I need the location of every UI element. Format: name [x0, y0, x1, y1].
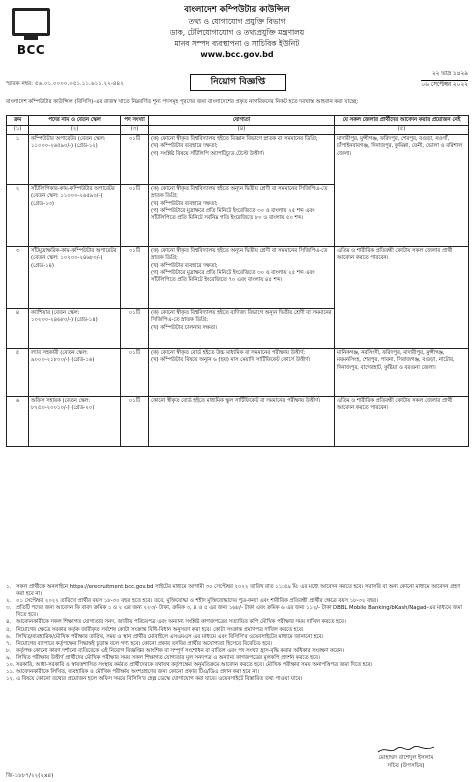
row-post: কম্পিউটার অপারেটর (বেতন স্কেল: ১১০০০-২৬৫৯০/-) (গ্রেড-১২) — [29, 135, 121, 185]
list-item: ১০. সরকারি, আধা-সরকারি ও স্বায়ত্তশাসিত সংস্থায় কর্মরত প্রার্থীদেরকে যথাযথ কর্তৃপক্ষের অনুমতিক্রমে আবেদন করতে হবে। মৌখিক পরীক্ষার সময় অনাপত্তিপত্র জমা দিতে হবে। — [6, 662, 373, 669]
row-qualification: (ক) কোনো স্বীকৃত বিশ্ববিদ্যালয় হইতে বিজ্ঞান বিভাগে স্নাতক বা সমমানের ডিগ্রি; (খ) কম্পিউটার ব্যবহারে দক্ষতা; (গ) সংশ্লিষ্ট বিষয়ে সাঁটলিপি অ্যাপটিচ্যুড টেস্টে উত্তীর্ণ। — [149, 135, 335, 185]
list-item: ১. সকল প্রার্থীকে অনলাইনে https://erecruitment.bcc.gov.bd সাইটের মাধ্যমে আগামী ৩০ সেপ্টেম্বর ২০২২ তারিখ রাত ১১:৫৯ মি: এর মধ্যে আবেদন করতে হবে। সরাসরি বা অন্য কোনো মাধ্যমে আবেদন গ্রহণ করা হবে না। — [6, 584, 461, 598]
instructions-list — [6, 584, 468, 683]
table-row — [7, 135, 469, 185]
col-header-qualification: যোগ্যতা — [149, 116, 335, 126]
row-post: অফিস সহায়ক (বেতন স্কেল: ৮২৫০-২০০১০/-) (গ্রেড-২০) — [29, 397, 121, 447]
row-qualification: (ক) কোনো স্বীকৃত বোর্ড হইতে উচ্চ মাধ্যমিক বা সমমানের পরীক্ষায় উত্তীর্ণ; (খ) কম্পিউটার বিষয়ে অন্যূন ৬ (ছয়) মাস মেয়াদি সার্টিফিকেট কোর্সে উত্তীর্ণ। — [149, 349, 335, 397]
districts-group-4: এতিম ও শারীরিক প্রতিবন্ধী কোটায় সকল জেলার প্রার্থী আবেদন করতে পারবেন। — [335, 397, 469, 447]
list-item: ১২. এ বিষয়ে কোনো তথ্যের প্রয়োজন হলে অফিস সময়ে বিসিসি'র হেল্প ডেস্কে যোগাযোগ করা যাবে। ওয়েবসাইটে বিস্তারিত তথ্য পাওয়া যাবে। — [6, 676, 303, 683]
footer-code: জি-১৮৮৭/২২(২x৪) — [6, 773, 54, 779]
row-post: ল্যাব সহকারী (বেতন স্কেল: ৯০০০-২১৮০০/-) (গ্রেড-১৬) — [29, 349, 121, 397]
list-item: ৫. নিয়োগের ক্ষেত্রে সরকার কর্তৃক জারীকৃত সর্বশেষ কোটা সংক্রান্ত বিধি-বিধান অনুসরণ করা হবে। কোটা সংক্রান্ত প্রমাণপত্র দাখিল করতে হবে। — [6, 626, 304, 633]
table-row — [7, 349, 469, 397]
row-serial: ৬ — [7, 397, 29, 447]
logo-text: BCC — [16, 43, 46, 57]
row-qualification: (ক) কোনো স্বীকৃত বিশ্ববিদ্যালয় হইতে বাণিজ্য বিভাগে অন্যূন দ্বিতীয় শ্রেণী বা সমমানের সিজিপিএ-তে স্নাতক ডিগ্রি; (খ) কম্পিউটার চালনায় দক্ষতা। — [149, 309, 335, 349]
row-post: সাঁটলিপিকার-কাম-কম্পিউটার অপারেটর (বেতন স্কেল: ১১০০০-২৬৫৯০/-) (গ্রেড-১৩) — [29, 185, 121, 247]
row-serial: ২ — [7, 185, 29, 247]
column-number-row: (১) (২) (৩) (৪) (৫) — [7, 126, 469, 135]
col-header-districts: যে সকল জেলার প্রার্থীদের আবেদন করার প্রয়োজন নেই — [335, 116, 469, 126]
row-count: ০১টি — [121, 309, 149, 349]
signatory-name: মোহাম্মদ রাশেদুল ইসলাম — [378, 755, 434, 761]
row-serial: ৩ — [7, 247, 29, 309]
memo-number: স্মারক নম্বর: ৫৬.০১.০০০০.০৫১.১১.৬১১.২২-৪৪২ — [6, 81, 124, 87]
division-name: তথ্য ও যোগাযোগ প্রযুক্তি বিভাগ — [188, 17, 286, 26]
signatory-title: সচিব (উপসচিব) — [387, 762, 425, 769]
districts-group-1: মাদারীপুর, মুন্সীগঞ্জ, ফরিদপুর, শেরপুর, বগুড়া, নওগাঁ, চাঁপাইনবাবগঞ্জ, দিনাজপুর, কুমিল্লা, ফেনী, ভোলা ও বরিশাল জেলা। — [335, 135, 469, 247]
districts-group-3: মানিকগঞ্জ, নরসিংদী, ফরিদপুর, মাদারীপুর, মুন্সীগঞ্জ, ময়মনসিংহ, শেরপুর, পাবনা, সিরাজগঞ্জ, বগুড়া, নাটোর, দিনাজপুর, বাগেরহাট, কুষ্টিয়া ও বরগুনা জেলা। — [335, 349, 469, 397]
notice-title: নিয়োগ বিজ্ঞপ্তি — [190, 74, 286, 91]
bcc-logo — [8, 6, 54, 60]
list-item: ৪. আবেদনকারীকে সকল শিক্ষাগত যোগ্যতার সনদ, জাতীয় পরিচয়পত্র এবং অন্যান্য সংশ্লিষ্ট কাগজপত্রের সত্যায়িত কপি মৌখিক পরীক্ষার সময় দাখিল করতে হবে। — [6, 619, 346, 626]
col-header-serial: ক্রম — [7, 116, 29, 126]
row-count: ০১টি — [121, 349, 149, 397]
unit-name: মানব সম্পদ ব্যবস্থাপনা ও সাচিবিক ইউনিট — [174, 39, 300, 48]
row-serial: ৪ — [7, 309, 29, 349]
list-item: ৬. লিখিত/ব্যবহারিক/মৌখিক পরীক্ষার তারিখ, সময় ও স্থান প্রার্থীর মোবাইলে এসএমএস এর মাধ্যমে এবং বিসিসি'র ওয়েবসাইটের মাধ্যমে জানানো হবে। — [6, 633, 324, 640]
org-name: বাংলাদেশ কম্পিউটার কাউন্সিল — [184, 5, 290, 15]
col-header-count: পদ সংখ্যা — [121, 116, 149, 126]
list-item: ১১. আবেদনকারীকে লিখিত, ব্যবহারিক ও মৌখিক পরীক্ষায় অংশগ্রহণের জন্য কোনো প্রকার টিএ/ডিএ প্রদান করা হবে না। — [6, 669, 259, 676]
intro-text: বাংলাদেশ কম্পিউটার কাউন্সিল (বিসিসি)-এর রাজস্ব খাতে নিম্নবর্ণিত শূন্য পদসমূহ পূরণের জন্য বাংলাদেশের প্রকৃত নাগরিকদের নিকট হতে দরখাস্ত আহবান করা যাচ্ছে: — [6, 99, 359, 105]
row-post: সাঁটমুদ্রাক্ষরিক-কাম-কম্পিউটার অপারেটর (বেতন স্কেল: ১০২০০-২৪৬৮০/-) (গ্রেড-১৪) — [29, 247, 121, 309]
list-item: ৭. নিয়োগের ব্যাপারে কর্তৃপক্ষের সিদ্ধান্তই চূড়ান্ত বলে গণ্য হবে। কোনো প্রকার তদবির প্রার্থীর অযোগ্যতা হিসেবে বিবেচিত হবে। — [6, 640, 272, 647]
row-qualification: (ক) কোনো স্বীকৃত বিশ্ববিদ্যালয় হইতে অন্যূন দ্বিতীয় শ্রেণী বা সমমানের সিজিপিএ-তে স্নাতক ডিগ্রি; (খ) কম্পিউটার ব্যবহারে দক্ষতা; (গ) কম্পিউটারে মুদ্রাক্ষরে প্রতি মিনিটে ইংরেজিতে ৩০ ও বাংলায় ২৫ শব্দ এবং সাঁটলিপিতে প্রতি মিনিটে ইংরেজিতে ৭০ এবং বাংলায় ৪৫ শব্দ। — [149, 247, 335, 309]
list-item: ২. ০১ সেপ্টেম্বর ২০২২ তারিখে প্রার্থীর বয়স ১৮-৩০ বছর হতে হবে। তবে, মুক্তিযোদ্ধা ও শহীদ মুক্তিযোদ্ধাদের পুত্র-কন্যা এবং শারীরিক প্রতিবন্ধী প্রার্থীর ক্ষেত্রে বয়স ১৮-৩২ বছর। — [6, 598, 378, 605]
row-qualification: কোনো স্বীকৃত বোর্ড হইতে মাধ্যমিক স্কুল সার্টিফিকেট বা সমমানের পরীক্ষায় উত্তীর্ণ। — [149, 397, 335, 447]
date-bangla: ২২ ভাদ্র ১৪২৯ — [421, 70, 468, 81]
row-serial: ১ — [7, 135, 29, 185]
row-count: ০১টি — [121, 135, 149, 185]
col-header-post: পদের নাম ও বেতন স্কেল — [29, 116, 121, 126]
districts-group-2: এতিম ও শারীরিক প্রতিবন্ধী কোটায় সকল জেলার প্রার্থী আবেদন করতে পারবেন। — [335, 247, 469, 349]
ministry-name: ডাক, টেলিযোগাযোগ ও তথ্যপ্রযুক্তি মন্ত্রণালয় — [169, 28, 305, 37]
list-item: ৩. প্রতিটি পদের জন্য আবেদন ফি বাবদ ক্রমিক ১ ও ২ এর জন্য ২২৩/- টাকা, ক্রমিক ৩, ৪ ও ৫ এর জন্য ১৬৮/- টাকা এবং ক্রমিক ৬ এর জন্য ১১২/- টাকা DBBL Mobile Banking/bKash/Nagad-এর মাধ্যমে জমা দিতে হবে। — [6, 605, 462, 619]
date-block — [421, 70, 468, 90]
list-item: ৮. কর্তৃপক্ষ কোনো কারণ দর্শানো ব্যতিরেকে এই নিয়োগ বিজ্ঞপ্তির আংশিক বা সম্পূর্ণ সংশোধন বা বাতিল এবং পদ সংখ্যা হ্রাস-বৃদ্ধি করার অধিকার সংরক্ষণ করেন। — [6, 647, 344, 654]
website-link[interactable]: www.bcc.gov.bd — [200, 50, 274, 59]
signature-block — [346, 745, 466, 770]
list-item: ৯. লিখিত পরীক্ষায় উত্তীর্ণ প্রার্থীদের মৌখিক পরীক্ষার সময় সকল শিক্ষাগত যোগ্যতার মূল সনদপত্র ও অন্যান্য কাগজপত্রের মূলকপি প্রদর্শন করতে হবে। — [6, 654, 320, 661]
row-qualification: (ক) কোনো স্বীকৃত বিশ্ববিদ্যালয় হইতে অন্যূন দ্বিতীয় শ্রেণী বা সমমানের সিজিপিএ-তে স্নাতক ডিগ্রি; (খ) কম্পিউটার ব্যবহারে দক্ষতা; (গ) কম্পিউটারে মুদ্রাক্ষরে প্রতি মিনিটে ইংরেজিতে ৩০ ও বাংলায় ২৫ শব্দ এবং সাঁটলিপিতে প্রতি মিনিটে সর্বনিম্ন গতি ইংরেজিতে ৮০ ও বাংলায় ৫০ শব্দ। — [149, 185, 335, 247]
row-count: ০১টি — [121, 397, 149, 447]
table-row — [7, 247, 469, 309]
monitor-icon — [12, 8, 50, 36]
table-header-row — [7, 116, 469, 126]
row-count: ০১টি — [121, 185, 149, 247]
row-serial: ৫ — [7, 349, 29, 397]
signature-scribble-icon — [376, 745, 436, 755]
vacancy-table — [6, 115, 469, 447]
date-english: ০৬ সেপ্টেম্বর ২০২২ — [421, 82, 468, 88]
row-count: ০১টি — [121, 247, 149, 309]
letterhead — [60, 5, 414, 60]
table-row — [7, 397, 469, 447]
row-post: ক্যাশিয়ার (বেতন স্কেল: ১০২০০-২৪৬৮০/-) (গ্রেড-১৪) — [29, 309, 121, 349]
